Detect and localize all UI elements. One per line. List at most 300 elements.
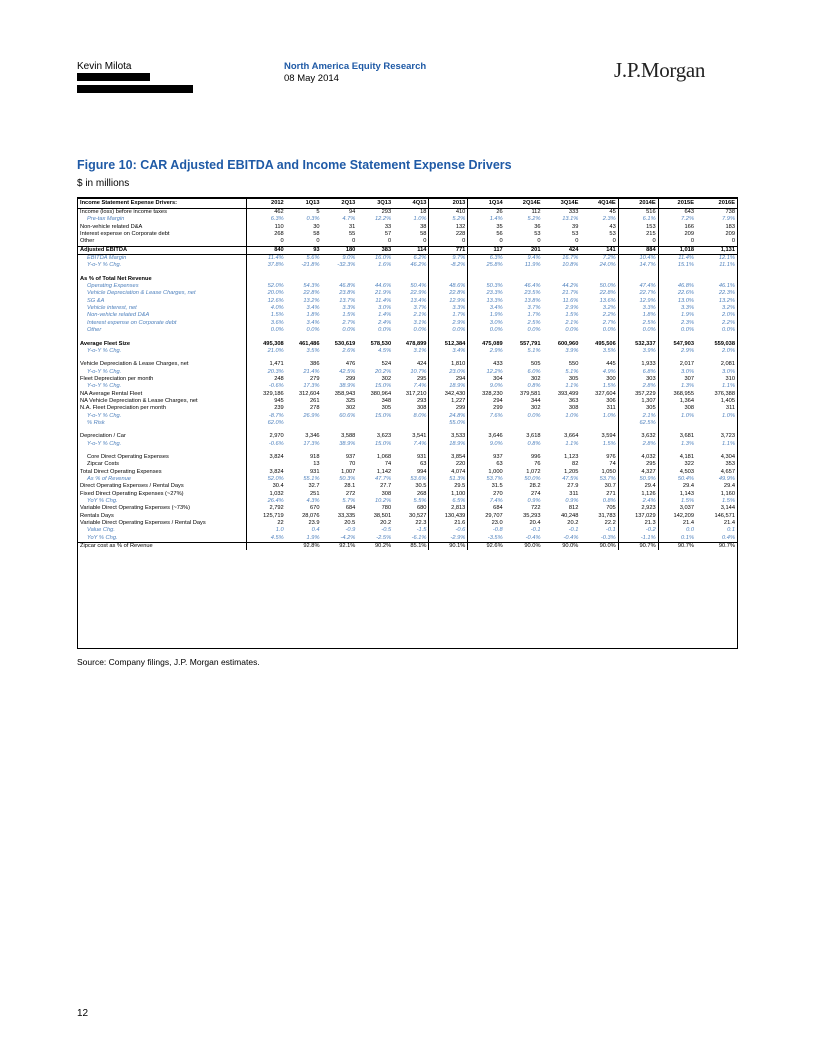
figure-units: $ in millions xyxy=(77,178,130,189)
table-cell: 23.0% xyxy=(429,369,468,376)
table-cell: 6.5% xyxy=(429,498,468,505)
table-cell: 1.0% xyxy=(722,412,735,419)
row-label: Core Direct Operating Expenses xyxy=(87,453,169,460)
table-cell: 1,007 xyxy=(341,468,356,475)
table-cell: 5.2% xyxy=(429,216,468,223)
table-cell: 1.9% xyxy=(306,534,320,541)
table-cell: -0.1 xyxy=(605,527,616,534)
column-header: 1Q13 xyxy=(286,199,322,209)
row-label: Non-vehicle related D&A xyxy=(80,223,143,230)
table-cell: 547,903 xyxy=(658,341,696,348)
column-header: 2015E xyxy=(658,199,696,209)
table-cell: 62.5% xyxy=(618,420,658,427)
table-cell: 279 xyxy=(310,375,320,382)
table-cell: 3,664 xyxy=(564,433,579,440)
table-cell: 4,304 xyxy=(720,453,735,460)
table-cell: 50.3% xyxy=(468,283,505,290)
table-cell: 368,955 xyxy=(658,391,696,398)
table-cell: 56 xyxy=(468,231,505,238)
table-cell: 1.5% xyxy=(722,498,735,505)
table-cell: 35,293 xyxy=(523,512,541,519)
table-cell: 12.2% xyxy=(375,216,392,223)
table-cell: 495,506 xyxy=(595,340,616,347)
row-label: As % of Total Net Revenue xyxy=(80,275,152,282)
table-cell: 1.0% xyxy=(658,413,696,420)
table-cell xyxy=(468,276,505,283)
table-cell: 31,783 xyxy=(598,512,616,519)
row-label: Y-o-Y % Chg. xyxy=(87,347,122,354)
table-cell: 7.4% xyxy=(468,498,505,505)
table-cell: 7.6% xyxy=(468,413,505,420)
table-cell: 4.9% xyxy=(602,368,616,375)
table-cell: 0.1 xyxy=(727,527,735,534)
table-cell: 680 xyxy=(416,505,427,512)
table-cell: 358,943 xyxy=(334,390,356,397)
table-cell: 3,824 xyxy=(247,454,286,461)
table-cell: 28.2 xyxy=(529,483,541,490)
table-cell: 5.1% xyxy=(565,368,579,375)
table-cell: 840 xyxy=(247,246,286,254)
table-cell: 3.9% xyxy=(618,348,658,355)
table-cell: 1,307 xyxy=(618,398,658,405)
table-row xyxy=(78,276,737,283)
row-label: Zipcar Costs xyxy=(87,461,119,468)
column-header: 2014E xyxy=(618,199,658,209)
table-row xyxy=(78,238,737,246)
table-cell: 0.0% xyxy=(618,327,658,334)
table-row xyxy=(78,483,737,490)
table-cell: 1.5% xyxy=(565,312,579,319)
table-cell: 29.4 xyxy=(618,483,658,490)
table-cell: 9.0% xyxy=(468,383,505,390)
table-cell: 1.1% xyxy=(722,440,735,447)
table-cell: 1,100 xyxy=(429,491,468,498)
table-cell: 13.0% xyxy=(658,298,696,305)
table-cell: 33 xyxy=(384,223,392,230)
table-cell: 299 xyxy=(429,405,468,412)
table-cell: 304 xyxy=(468,376,505,383)
table-cell: 53 xyxy=(609,231,616,238)
table-cell: 130,439 xyxy=(429,513,468,520)
table-cell: 3,623 xyxy=(376,433,392,440)
table-cell: 6.3% xyxy=(468,255,505,263)
redacted-contact-2 xyxy=(77,85,193,93)
table-cell: 70 xyxy=(349,461,356,468)
table-cell: -0.8 xyxy=(468,527,505,534)
row-label: NA Average Rental Fleet xyxy=(80,390,143,397)
table-cell: 52.0% xyxy=(247,283,286,290)
table-cell: 7.2% xyxy=(658,216,696,223)
table-cell: 1.4% xyxy=(378,312,392,319)
table-cell: 30 xyxy=(313,223,320,230)
table-cell: 153 xyxy=(618,224,658,231)
table-cell: 24.0% xyxy=(599,262,616,269)
table-cell: 90.7% xyxy=(696,543,737,551)
table-cell: 302 xyxy=(381,375,392,382)
table-cell: 670 xyxy=(310,505,320,512)
table-cell: 13.4% xyxy=(410,297,427,304)
table-cell: 2,923 xyxy=(618,505,658,512)
table-cell: 3,632 xyxy=(618,433,658,440)
column-header: 2Q14E xyxy=(505,199,543,209)
table-cell: 0.0% xyxy=(429,327,468,334)
table-cell: 9.0% xyxy=(342,255,356,262)
table-row xyxy=(78,348,737,355)
table-cell: 47.5% xyxy=(562,476,579,482)
figure-source: Source: Company filings, J.P. Morgan estimates. xyxy=(77,657,260,667)
table-cell: 2.0% xyxy=(722,312,735,319)
table-cell: 3.3% xyxy=(618,305,658,312)
table-cell xyxy=(247,543,286,551)
table-cell: 22.3 xyxy=(415,520,427,527)
row-label: Zipcar cost as % of Revenue xyxy=(78,543,247,551)
table-cell: 312,604 xyxy=(298,390,320,397)
table-cell: 325 xyxy=(345,397,356,404)
table-cell: 1.7% xyxy=(429,312,468,319)
table-cell: 3.6% xyxy=(247,320,286,327)
table-cell: 2,813 xyxy=(429,505,468,512)
row-label: NA Vehicle Depreciation & Lease Charges, net xyxy=(80,397,198,404)
table-cell: 30,527 xyxy=(409,512,427,519)
table-row xyxy=(78,520,737,527)
table-cell xyxy=(696,276,737,283)
row-label: Adjusted EBITDA xyxy=(78,246,247,254)
table-cell: 3.7% xyxy=(413,305,427,312)
table-cell: 20.5 xyxy=(344,520,356,527)
table-cell: 931 xyxy=(310,468,320,475)
table-cell: 0.0% xyxy=(565,327,579,334)
table-cell: 0.0% xyxy=(527,327,541,334)
table-cell: 9.7% xyxy=(429,255,468,263)
table-cell: -0.1 xyxy=(568,527,579,534)
table-cell: 363 xyxy=(568,397,579,404)
table-cell: 50.9% xyxy=(618,476,658,483)
table-cell: 46.4% xyxy=(524,283,541,290)
table-cell: 305 xyxy=(568,375,579,382)
table-cell: 0.0% xyxy=(342,327,356,334)
table-row xyxy=(78,391,737,398)
table-cell: 3.3% xyxy=(429,305,468,312)
table-cell: 994 xyxy=(416,468,427,475)
table-cell: -6.1% xyxy=(411,534,427,541)
table-cell: 0 xyxy=(423,238,427,245)
table-cell: 18 xyxy=(420,209,427,215)
table-cell: 3.9% xyxy=(565,347,579,354)
table-cell: 462 xyxy=(247,209,286,217)
row-label: Non-vehicle related D&A xyxy=(87,312,150,319)
table-cell: 0.0% xyxy=(247,327,286,334)
table-row xyxy=(78,376,737,383)
table-cell: 2.2% xyxy=(722,319,735,326)
table-cell: 6.0% xyxy=(527,368,541,375)
table-cell: 1.5% xyxy=(247,312,286,319)
table-cell: 3,618 xyxy=(526,433,541,440)
row-label: Operating Expenses xyxy=(87,283,139,290)
table-cell: 3.1% xyxy=(413,347,427,354)
table-cell: 1.0% xyxy=(413,216,427,223)
column-header: 4Q13 xyxy=(393,199,429,209)
row-label: Average Fleet Size xyxy=(80,340,131,347)
table-cell: 2.3% xyxy=(602,216,616,223)
row-label: EBITDA Margin xyxy=(87,255,127,262)
table-cell: 36 xyxy=(534,223,541,230)
column-header: 1Q14 xyxy=(468,199,505,209)
table-cell: 1,364 xyxy=(658,398,696,405)
table-cell: 738 xyxy=(725,209,735,215)
table-cell: -8.7% xyxy=(247,413,286,420)
table-cell: 705 xyxy=(606,505,616,512)
table-row xyxy=(78,262,737,269)
table-cell: 1,126 xyxy=(618,491,658,498)
table-cell: 2.9% xyxy=(468,348,505,355)
table-cell: 0 xyxy=(731,238,735,245)
table-row xyxy=(78,413,737,420)
table-cell: 2.0% xyxy=(722,347,735,354)
table-cell: 268 xyxy=(247,231,286,238)
table-cell: 3.4% xyxy=(429,348,468,355)
table-cell: 15.0% xyxy=(375,383,392,390)
table-row xyxy=(78,476,737,483)
table-row xyxy=(78,312,737,319)
table-cell: 39 xyxy=(572,223,579,230)
table-cell: 937 xyxy=(468,454,505,461)
table-cell: 684 xyxy=(345,505,356,512)
table-row xyxy=(78,433,737,440)
column-header: 2Q13 xyxy=(322,199,358,209)
table-cell: 13.3% xyxy=(468,298,505,305)
table-cell: 21.4 xyxy=(658,520,696,527)
table-cell: 40,248 xyxy=(560,512,579,519)
table-cell: 90.2% xyxy=(357,543,393,551)
table-cell: 38.9% xyxy=(339,383,356,390)
table-cell: 1,142 xyxy=(376,468,392,475)
table-cell: 3.3% xyxy=(658,305,696,312)
table-cell: 4,181 xyxy=(658,454,696,461)
table-row xyxy=(78,543,737,551)
row-label: Interest expense on Corporate debt xyxy=(87,319,177,326)
table-cell: 4.3% xyxy=(306,498,320,505)
table-cell: 11.4% xyxy=(375,297,392,304)
table-cell: 7.4% xyxy=(413,440,427,447)
table-row xyxy=(78,231,737,238)
table-cell: -0.2 xyxy=(618,527,658,534)
table-cell: 780 xyxy=(381,505,392,512)
table-cell: 5.2% xyxy=(527,216,541,223)
table-cell: 90.0% xyxy=(580,543,618,551)
table-cell: 1.6% xyxy=(378,262,392,269)
table-cell: 21.6 xyxy=(429,520,468,527)
row-label: SG &A xyxy=(87,297,105,304)
table-row xyxy=(78,383,737,390)
table-cell: 13.8% xyxy=(524,297,541,304)
table-cell xyxy=(286,420,322,427)
table-cell: 268 xyxy=(416,490,427,497)
table-cell: 0.0 xyxy=(658,527,696,534)
table-cell: 0 xyxy=(387,238,392,245)
table-cell: 8.0% xyxy=(413,412,427,419)
table-cell: 63 xyxy=(468,461,505,468)
row-label: Y-o-Y % Chg. xyxy=(87,383,122,390)
table-cell: 1,471 xyxy=(247,361,286,368)
table-cell: 271 xyxy=(606,490,616,497)
table-cell: 0 xyxy=(316,238,320,245)
table-cell: 2,081 xyxy=(720,361,735,368)
table-cell: -21.8% xyxy=(301,262,320,269)
table-cell: 3.5% xyxy=(602,347,616,354)
table-cell: 21.0% xyxy=(247,348,286,355)
table-cell: 308 xyxy=(381,490,392,497)
table-row xyxy=(78,320,737,327)
table-cell: 1,050 xyxy=(601,468,616,475)
table-cell: 305 xyxy=(381,405,392,412)
page-number: 12 xyxy=(77,1008,89,1019)
table-cell: 2.1% xyxy=(565,319,579,326)
table-cell xyxy=(580,420,618,427)
table-cell: 328,230 xyxy=(468,391,505,398)
table-cell: 55.0% xyxy=(429,420,468,427)
table-cell: 31.5 xyxy=(468,483,505,490)
table-cell: 433 xyxy=(468,361,505,368)
table-cell: 76 xyxy=(534,461,541,468)
table-cell: 28.1 xyxy=(344,483,356,490)
table-cell: 1.0 xyxy=(247,527,286,534)
table-row xyxy=(78,298,737,305)
table-cell: 2.9% xyxy=(658,348,696,355)
table-cell: 0 xyxy=(352,238,356,245)
research-group: North America Equity Research xyxy=(284,61,427,72)
table-cell: 2.4% xyxy=(618,498,658,505)
table-cell: 495,308 xyxy=(247,341,286,348)
table-cell: 5.5% xyxy=(413,498,427,505)
table-row xyxy=(78,469,737,476)
table-cell: -0.6% xyxy=(247,441,286,448)
report-date: 08 May 2014 xyxy=(284,73,339,84)
table-cell: 945 xyxy=(247,398,286,405)
table-cell: 293 xyxy=(381,209,392,215)
table-cell: 22.8% xyxy=(429,290,468,297)
table-cell: 307 xyxy=(658,376,696,383)
table-cell: 3,037 xyxy=(658,505,696,512)
table-cell: 51.3% xyxy=(429,476,468,483)
row-label: N.A. Fleet Depreciation per month xyxy=(80,405,166,412)
table-cell: 311 xyxy=(569,490,579,497)
table-cell: 0 xyxy=(537,238,541,245)
table-cell: 308 xyxy=(568,405,579,412)
table-cell: 228 xyxy=(429,231,468,238)
table-cell: 1.9% xyxy=(468,312,505,319)
table-cell: 183 xyxy=(725,223,735,230)
table-cell: 0.0% xyxy=(722,327,735,334)
table-cell: 22 xyxy=(247,520,286,527)
table-row xyxy=(78,369,737,376)
table-cell: 3,588 xyxy=(341,433,356,440)
table-cell: 294 xyxy=(468,398,505,405)
table-cell: 3.5% xyxy=(306,347,320,354)
table-cell: 0.8% xyxy=(527,383,541,390)
row-label: As % of Revenue xyxy=(87,476,131,482)
table-cell: 21.9% xyxy=(375,290,392,297)
table-cell: 3.0% xyxy=(468,320,505,327)
table-cell: 53 xyxy=(534,231,541,238)
table-cell: 0.4 xyxy=(311,527,320,534)
table-row xyxy=(78,441,737,448)
table-cell: 11.1% xyxy=(719,262,735,269)
table-cell: 47.4% xyxy=(618,283,658,290)
table-cell: 1,032 xyxy=(247,491,286,498)
row-label: Vehicle Depreciation & Lease Charges, net xyxy=(87,290,196,297)
table-cell: 12.9% xyxy=(618,298,658,305)
table-cell: 16.0% xyxy=(375,255,392,262)
table-row xyxy=(78,341,737,348)
table-cell: 996 xyxy=(531,453,541,460)
table-cell: 476 xyxy=(345,361,356,368)
table-cell: 48.6% xyxy=(429,283,468,290)
table-cell: 310 xyxy=(725,375,735,382)
table-cell: 4,657 xyxy=(720,468,735,475)
row-label: Variable Direct Operating Expenses (~73%) xyxy=(80,505,191,512)
table-cell: 299 xyxy=(345,375,356,382)
table-cell: 38 xyxy=(420,223,427,230)
table-cell xyxy=(322,276,358,283)
table-cell: 6.8% xyxy=(618,369,658,376)
table-cell: 50.3% xyxy=(339,476,356,482)
table-cell: 2,970 xyxy=(247,433,286,440)
table-cell: 333 xyxy=(568,209,579,215)
table-cell: 22.6% xyxy=(658,290,696,297)
row-label: Rentals Days xyxy=(80,512,114,519)
table-cell: 166 xyxy=(658,224,696,231)
table-cell: -32.3% xyxy=(337,262,356,269)
table-cell: 0 xyxy=(247,238,286,246)
row-label: Variable Direct Operating Expenses / Rental Days xyxy=(80,520,206,527)
table-cell: 46.8% xyxy=(339,283,356,290)
table-cell: 90.7% xyxy=(618,543,658,551)
table-cell: 478,899 xyxy=(405,340,427,347)
table-cell: 21.4% xyxy=(303,368,320,375)
table-cell: 10.4% xyxy=(618,255,658,263)
table-cell: 201 xyxy=(505,246,543,254)
row-label: Pre-tax Margin xyxy=(87,216,125,223)
table-cell xyxy=(247,276,286,283)
table-cell: 0.8% xyxy=(602,498,616,505)
table-cell: 0.0% xyxy=(527,412,541,419)
table-cell: 9.0% xyxy=(468,441,505,448)
table-cell: 17.3% xyxy=(303,440,320,447)
row-label: Vehicle Depreciation & Lease Charges, net xyxy=(80,361,189,368)
table-cell: 812 xyxy=(568,505,579,512)
table-cell: 42.5% xyxy=(339,368,356,375)
table-cell: 2.9% xyxy=(565,305,579,312)
table-cell: 2.2% xyxy=(602,312,616,319)
table-cell: 11.4% xyxy=(658,255,696,263)
table-cell: 31 xyxy=(349,223,356,230)
table-cell: 578,530 xyxy=(370,340,392,347)
table-cell: 180 xyxy=(322,246,358,254)
table-cell: 12.2% xyxy=(468,369,505,376)
table-cell: 21.4 xyxy=(723,520,735,527)
table-cell: 55 xyxy=(349,231,356,238)
table-cell: 11.4% xyxy=(247,255,286,263)
table-cell: 3,681 xyxy=(658,433,696,440)
table-cell: 7.4% xyxy=(413,383,427,390)
table-cell: 931 xyxy=(416,453,427,460)
table-cell: 20.0% xyxy=(247,290,286,297)
table-cell: 53.7% xyxy=(468,476,505,483)
table-cell: 261 xyxy=(310,397,320,404)
table-cell: 220 xyxy=(429,461,468,468)
redacted-contact-1 xyxy=(77,73,150,81)
table-cell: 85.1% xyxy=(393,543,429,551)
